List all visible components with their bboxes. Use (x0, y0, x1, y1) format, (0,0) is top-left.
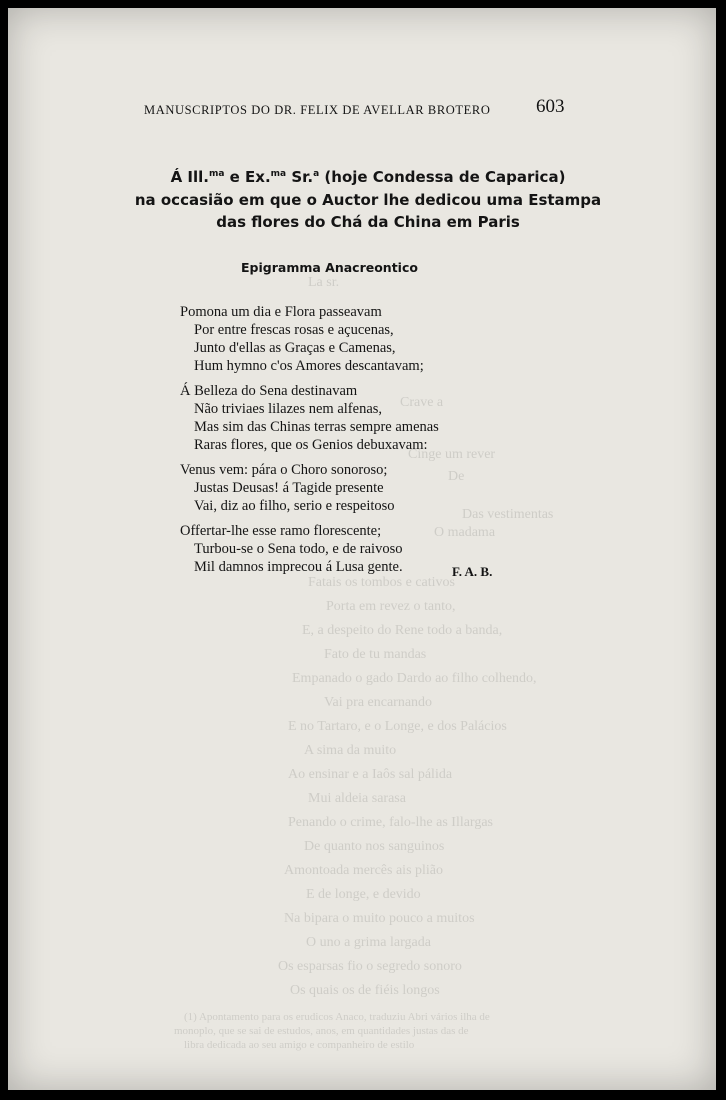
verse-line: Hum hymno c'os Amores descantavam; (194, 358, 424, 374)
page-number: 603 (536, 96, 565, 117)
verse-line: Pomona um dia e Flora passeavam (180, 304, 382, 320)
dedication-title-line-3: das flores do Chá da China em Paris (216, 213, 520, 231)
verse-line: Á Belleza do Sena destinavam (180, 383, 358, 399)
verse-line: Mas sim das Chinas terras sempre amenas (194, 419, 439, 435)
verse-line: Junto d'ellas as Graças e Camenas, (194, 340, 396, 356)
manuscript-page: La sr. Crave a Cinge um rever De Das vestimentas O madama Fatais os tombos e cativos Porta em revez o tanto, E, a despeito do Rene todo a banda, Fato de tu mandas Empanado o gado Dardo ao filho colhendo, Vai pra encarnando E no Tartaro, e o Longe, e dos Palácios A sima da muito Ao ensinar e a Iaôs sal pálida Mui aldeia sarasa Penando o crime, falo-lhe as Illargas De quanto nos sanguinos Amontoada mercês ais plião E de longe, e devido Na bipara o muito pouco a muitos O uno a grima largada Os esparsas fio o segredo sonoro Os quais os de fiéis longos (1) Apontamento para os erudicos Anaco, traduziu Abri vários ilha de monoplo, que se sai de estudos, anos, em quantidades justas das de libra dedicada ao seu amigo e companheiro de estilo MANUSCRIPTOS DO DR. FELIX DE AVELLAR BROTERO 603 Á Ill.$^{ma}$ e Ex.$^{ma}$ Sr.$^a$ (hoje Condessa de Caparica) na occasião em que o Auctor lhe dedicou uma Estampa das flores do Chá da China em Paris Epigramma Anacreontico Pomona um dia e Flora passeavam Por entre frescas rosas e açucenas, Junto d'ellas as Graças e Camenas, Hum hymno c'os Amores descantavam; Á Belleza do Sena destinavam Não triviaes lilazes nem alfenas, Mas sim das Chinas terras sempre amenas Raras flores, que os Genios debuxavam: Venus vem: pára o Choro sonoroso; Justas Deusas! á Tagide presente Vai, diz ao filho, serio e respeitoso Offertar-lhe esse ramo florescente; Turbou-se o Sena todo, e de raivoso Mil damnos imprecou á Lusa gente. F. A. B. (8, 8, 716, 1090)
verse-line: Raras flores, que os Genios debuxavam: (194, 437, 428, 453)
verse-line: Mil damnos imprecou á Lusa gente. (194, 559, 403, 575)
verse-line: Por entre frescas rosas e açucenas, (194, 322, 394, 338)
verse-line: Justas Deusas! á Tagide presente (194, 480, 384, 496)
poem-subtitle: Epigramma Anacreontico (241, 260, 418, 275)
verse-line: Offertar-lhe esse ramo florescente; (180, 523, 382, 539)
verse-line: Não triviaes lilazes nem alfenas, (194, 401, 383, 417)
dedication-title-line-2: na occasião em que o Auctor lhe dedicou uma Estampa (134, 191, 602, 209)
author-signature: F. A. B. (452, 564, 493, 579)
running-title: MANUSCRIPTOS DO DR. FELIX DE AVELLAR BROTERO (144, 103, 491, 117)
verse-line: Venus vem: pára o Choro sonoroso; (180, 462, 388, 478)
dedication-title-line-1: Á Ill.$^{ma}$ e Ex.$^{ma}$ Sr.$^a$ (hoje Condessa de Caparica) (170, 168, 566, 186)
verse-line: Turbou-se o Sena todo, e de raivoso (194, 541, 403, 557)
verse-line: Vai, diz ao filho, serio e respeitoso (194, 498, 395, 514)
